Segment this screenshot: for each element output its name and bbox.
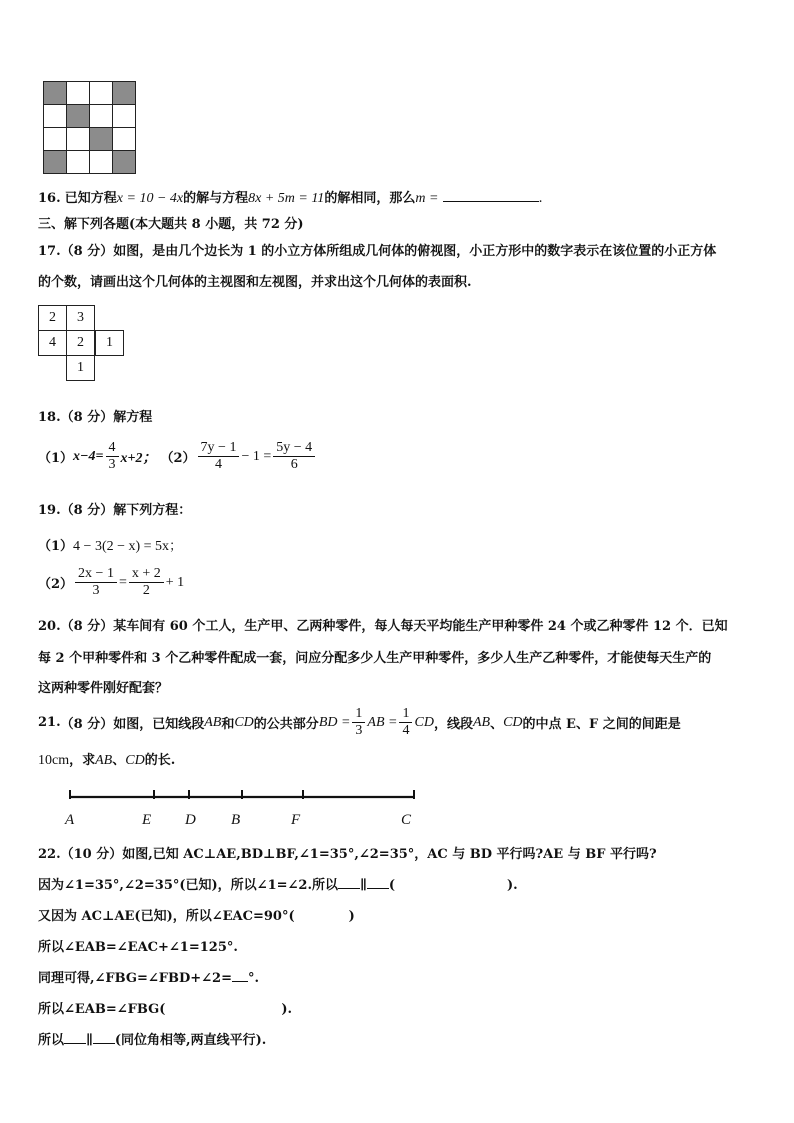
- q21-fraction-1-4: [399, 706, 412, 739]
- q19-part-2: [38, 566, 184, 599]
- q21-cd-3: CD: [503, 714, 523, 730]
- fraction-denominator: 4: [215, 457, 222, 472]
- question-16: [38, 187, 543, 207]
- q19-title: 解下列方程：: [113, 503, 192, 518]
- q19-part-2-label: （2）: [38, 577, 74, 592]
- q16-text-1: 已知方程: [64, 191, 117, 206]
- grid-cell-empty: [43, 104, 67, 128]
- q18-part-1-label: （1）: [38, 451, 74, 466]
- q17-line-2: 的个数，请画出这个几何体的主视图和左视图，并求出这个几何体的表面积.: [38, 275, 472, 290]
- q22-line-5: [38, 967, 259, 986]
- q18-part-2-label: （2）: [160, 451, 196, 466]
- q22-line-2: [38, 874, 518, 893]
- section-3-heading: 三、解下列各题(本大题共 8 小题，共 72 分): [38, 217, 304, 232]
- q22-line-5-text: 同理可得,∠FBG=∠FBD+∠2=: [38, 971, 232, 986]
- q21-number: 21.: [38, 715, 61, 730]
- pattern-grid: [43, 81, 135, 173]
- question-21-line-1: [38, 706, 681, 739]
- fraction-numerator: 7y − 1: [198, 440, 240, 457]
- q18-fraction-7y: [198, 440, 240, 473]
- q21-ab-3: AB: [472, 714, 491, 730]
- grid-cell-empty: [43, 127, 67, 151]
- q19-part-1-label: （1）: [38, 539, 74, 554]
- q22-line-3-text: 又因为 AC⊥AE(已知)，所以∠EAC=90°(: [38, 909, 295, 924]
- grid-cell-empty: [66, 127, 90, 151]
- q16-variable: m =: [415, 191, 439, 206]
- grid-cell-shaded: [66, 104, 90, 128]
- point-label-a: A: [65, 812, 75, 828]
- fraction-numerator: 2x − 1: [75, 566, 117, 583]
- point-label-b: B: [231, 812, 241, 828]
- q18-fraction-5y: [273, 440, 315, 473]
- fraction-numerator: 1: [399, 706, 412, 723]
- question-19: [38, 499, 191, 518]
- point-label-c: C: [401, 812, 412, 828]
- fraction-denominator: 6: [290, 457, 298, 472]
- q22-parallel-symbol-2: ∥: [86, 1033, 93, 1048]
- q19-fraction-2x: [75, 566, 117, 599]
- q21-score: （8 分）: [60, 717, 114, 732]
- q21-ask: ，求: [69, 753, 96, 768]
- grid-cell-empty: [89, 150, 113, 174]
- q17-score: （8 分）: [60, 244, 114, 259]
- q19-part-1-equation: 4 − 3(2 − x) = 5x: [73, 539, 170, 554]
- q22-number: 22.: [38, 847, 61, 862]
- q22-degree: °.: [247, 971, 260, 986]
- grid-cell-empty: [66, 150, 90, 174]
- q19-score: （8 分）: [60, 503, 114, 518]
- q16-equation-1: x = 10 − 4x: [116, 191, 184, 206]
- q18-part-1-rhs: x+2；: [120, 450, 157, 466]
- q21-text-2: 和: [221, 717, 235, 732]
- q17-line-1: 如图，是由几个边长为 1 的小立方体所组成几何体的俯视图，小正方形中的数字表示在该位置的小正方体: [113, 244, 717, 259]
- fraction-numerator: x + 2: [129, 566, 164, 583]
- q22-line-4: 所以∠EAB=∠EAC+∠1=125°.: [38, 940, 238, 955]
- top-view-cell: 4: [38, 330, 67, 356]
- q22-parallel-symbol: ∥: [359, 878, 367, 893]
- question-18: [38, 406, 152, 425]
- fraction-denominator: 3: [355, 723, 363, 738]
- q21-ab-4: AB: [95, 753, 113, 768]
- fraction-denominator: 4: [402, 723, 410, 738]
- grid-cell-empty: [112, 104, 136, 128]
- top-view-cell: 1: [66, 355, 95, 381]
- question-20-line-1: [38, 615, 728, 634]
- q16-end: .: [538, 191, 543, 206]
- q22-line-3: [38, 905, 355, 924]
- grid-cell-empty: [89, 81, 113, 105]
- q21-fraction-1-3: [352, 706, 365, 739]
- q18-title: 解方程: [113, 410, 153, 425]
- q16-text-2: 的解与方程: [183, 191, 249, 206]
- q22-blank-angle[interactable]: [232, 969, 248, 982]
- q21-ab-eq: AB =: [367, 714, 398, 730]
- grid-cell-empty: [66, 81, 90, 105]
- q19-part-1: [38, 535, 182, 555]
- q18-score: （8 分）: [60, 410, 114, 425]
- q16-answer-blank[interactable]: [443, 189, 539, 202]
- q16-equation-2: 8x + 5m = 11: [248, 191, 325, 206]
- q21-text-1: 如图，已知线段: [113, 717, 205, 732]
- q20-score: （8 分）: [60, 619, 114, 634]
- fraction-denominator: 2: [142, 583, 150, 598]
- grid-cell-shaded: [43, 150, 67, 174]
- q18-part-1-lhs: x−4=: [73, 448, 104, 464]
- question-21-line-2: [38, 749, 175, 769]
- q22-line-7: [38, 1029, 266, 1048]
- q20-line-1: 某车间有 60 个工人，生产甲、乙两种零件，每人每天平均能生产甲种零件 24 个或乙种零件 12 个．已知: [113, 619, 728, 634]
- q22-paren-close: ).: [507, 878, 518, 893]
- grid-cell-shaded: [89, 127, 113, 151]
- q17-number: 17.: [38, 244, 61, 259]
- q21-cd: CD: [234, 714, 254, 730]
- q19-equals: =: [118, 574, 127, 590]
- q21-end: 的长.: [144, 753, 176, 768]
- grid-cell-empty: [112, 127, 136, 151]
- q20-number: 20.: [38, 619, 61, 634]
- q22-line-1: 如图,已知 AC⊥AE,BD⊥BF,∠1=35°,∠2=35°，AC 与 BD 平行吗?AE 与 BF 平行吗?: [122, 847, 657, 862]
- point-label-f: F: [291, 812, 301, 828]
- grid-cell-empty: [89, 104, 113, 128]
- q20-line-2: 每 2 个甲种零件和 3 个乙种零件配成一套，问应分配多少人生产甲种零件，多少人生产乙种零件，才能使每天生产的: [38, 651, 712, 666]
- grid-cell-shaded: [43, 81, 67, 105]
- top-view-cell: 1: [95, 330, 124, 356]
- top-view-grid: [38, 305, 133, 390]
- q22-blank-2[interactable]: [367, 876, 389, 889]
- fraction-numerator: 1: [352, 706, 365, 723]
- top-view-cell: 2: [38, 305, 67, 331]
- q19-fraction-x2: [129, 566, 164, 599]
- q18-equations: [38, 440, 317, 473]
- q21-text-5: 、: [490, 717, 504, 732]
- q22-blank-3[interactable]: [64, 1031, 86, 1044]
- q16-text-3: 的解相同，那么: [324, 191, 416, 206]
- q21-sep: 、: [112, 753, 126, 768]
- grid-cell-shaded: [112, 81, 136, 105]
- q22-paren-open: (: [388, 878, 396, 893]
- q22-line-6: [38, 998, 292, 1017]
- q21-text-3: 的公共部分: [253, 717, 319, 732]
- top-view-cell: 3: [66, 305, 95, 331]
- fraction-denominator: 3: [108, 457, 116, 472]
- top-view-cell: 2: [66, 330, 95, 356]
- q21-cd-4: CD: [125, 753, 145, 768]
- q22-line-6-text: 所以∠EAB=∠FBG(: [38, 1002, 166, 1017]
- q22-blank-4[interactable]: [93, 1031, 115, 1044]
- q19-part-1-end: ；: [169, 539, 183, 554]
- question-22-line-1: [38, 843, 657, 862]
- q21-cd-2: CD: [414, 714, 434, 730]
- point-label-e: E: [142, 812, 152, 828]
- q21-ab: AB: [204, 714, 222, 730]
- segment-diagram: [60, 784, 430, 834]
- question-17-line-1: [38, 240, 716, 259]
- q20-line-3: 这两种零件刚好配套？: [38, 681, 169, 696]
- fraction-denominator: 3: [92, 583, 100, 598]
- q18-fraction-4-3: [106, 440, 119, 473]
- q18-number: 18.: [38, 410, 61, 425]
- fraction-numerator: 5y − 4: [273, 440, 315, 457]
- q21-text-6: 的中点 E、F 之间的间距是: [522, 717, 681, 732]
- grid-cell-shaded: [112, 150, 136, 174]
- fraction-numerator: 4: [106, 440, 119, 457]
- q22-score: （10 分）: [60, 847, 123, 862]
- q21-text-4: ，线段: [433, 717, 473, 732]
- q22-line-2-text: 因为∠1=35°,∠2=35°(已知)，所以∠1=∠2.所以: [38, 878, 338, 893]
- q22-line-7-reason: (同位角相等,两直线平行).: [114, 1033, 267, 1048]
- q22-line-3-close: ): [348, 909, 355, 924]
- q21-bd-eq: BD =: [318, 714, 351, 730]
- q19-number: 19.: [38, 503, 61, 518]
- q22-line-7-text: 所以: [38, 1033, 65, 1048]
- q21-distance: 10cm: [38, 753, 70, 768]
- q22-line-6-close: ).: [281, 1002, 293, 1017]
- q19-part-2-end: + 1: [165, 574, 185, 590]
- q22-blank-1[interactable]: [338, 876, 360, 889]
- q18-part-2-middle: − 1 =: [241, 448, 272, 464]
- point-label-d: D: [185, 812, 196, 828]
- q16-number: 16.: [38, 191, 61, 206]
